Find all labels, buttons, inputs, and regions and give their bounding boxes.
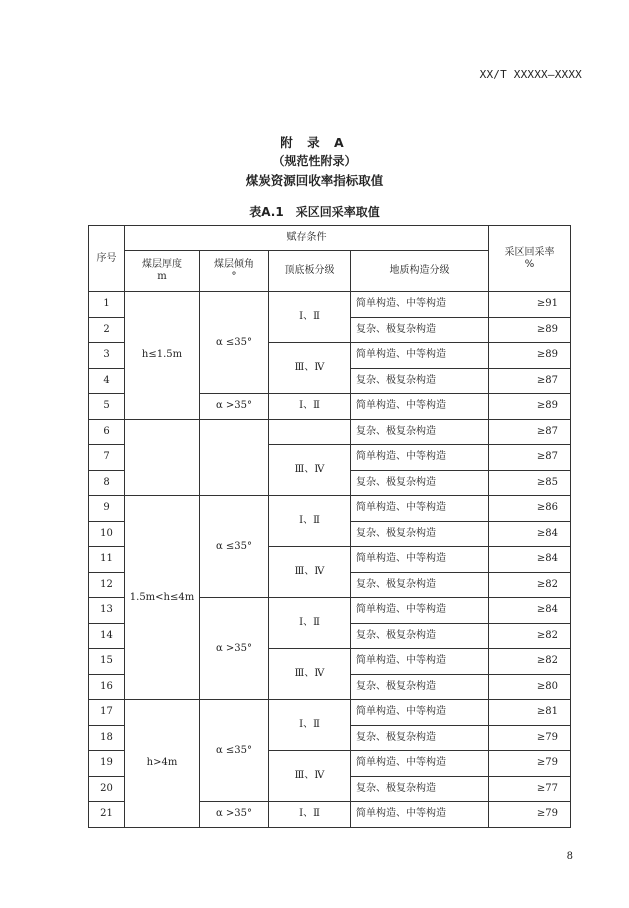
geology-cell: 简单构造、中等构造	[351, 649, 489, 675]
rate-cell: ≥89	[489, 317, 571, 343]
geology-cell: 复杂、极复杂构造	[351, 368, 489, 394]
roof-floor-cell: Ⅰ、Ⅱ	[269, 292, 351, 343]
geology-cell: 复杂、极复杂构造	[351, 317, 489, 343]
header-conditions: 赋存条件	[125, 226, 489, 251]
table-row	[89, 292, 571, 318]
table-title: 表A.1 采区回采率取值	[249, 205, 380, 219]
row-index: 14	[89, 623, 125, 649]
rate-cell: ≥89	[489, 394, 571, 420]
appendix-subtitle: （规范性附录）	[272, 154, 357, 168]
roof-floor-cell-empty	[269, 419, 351, 445]
row-index: 12	[89, 572, 125, 598]
rate-cell: ≥87	[489, 445, 571, 471]
row-index: 2	[89, 317, 125, 343]
rate-cell: ≥87	[489, 368, 571, 394]
rate-cell: ≥79	[489, 725, 571, 751]
rate-cell: ≥80	[489, 674, 571, 700]
geology-cell: 简单构造、中等构造	[351, 292, 489, 318]
dip-cell: α ≤35°	[200, 700, 269, 802]
roof-floor-cell: Ⅲ、Ⅳ	[269, 343, 351, 394]
geology-cell: 复杂、极复杂构造	[351, 623, 489, 649]
table-row	[89, 419, 571, 445]
document-code: XX/T XXXXX—XXXX	[479, 68, 582, 81]
dip-cell: α >35°	[200, 394, 269, 420]
dip-cell: α ≤35°	[200, 292, 269, 394]
roof-floor-cell: Ⅲ、Ⅳ	[269, 445, 351, 496]
rate-cell: ≥77	[489, 776, 571, 802]
roof-floor-cell: Ⅰ、Ⅱ	[269, 700, 351, 751]
row-index: 21	[89, 802, 125, 828]
geology-cell: 简单构造、中等构造	[351, 598, 489, 624]
row-index: 18	[89, 725, 125, 751]
geology-cell: 简单构造、中等构造	[351, 496, 489, 522]
header-thickness	[125, 251, 200, 292]
geology-cell: 复杂、极复杂构造	[351, 419, 489, 445]
rate-cell: ≥84	[489, 598, 571, 624]
roof-floor-cell: Ⅰ、Ⅱ	[269, 394, 351, 420]
header-row-1	[89, 226, 571, 251]
thickness-cell: h≤1.5m	[125, 292, 200, 420]
rate-cell: ≥79	[489, 751, 571, 777]
header-rate	[489, 226, 571, 292]
geology-cell: 复杂、极复杂构造	[351, 674, 489, 700]
thickness-cell-empty	[125, 419, 200, 496]
row-index: 16	[89, 674, 125, 700]
geology-cell: 复杂、极复杂构造	[351, 470, 489, 496]
row-index: 4	[89, 368, 125, 394]
geology-cell: 简单构造、中等构造	[351, 394, 489, 420]
row-index: 8	[89, 470, 125, 496]
header-thickness-unit: m	[157, 271, 167, 282]
geology-cell: 简单构造、中等构造	[351, 700, 489, 726]
geology-cell: 简单构造、中等构造	[351, 445, 489, 471]
header-dip-label: 煤层倾角	[214, 259, 254, 270]
header-thickness-label: 煤层厚度	[142, 259, 182, 270]
rate-cell: ≥89	[489, 343, 571, 369]
geology-cell: 复杂、极复杂构造	[351, 725, 489, 751]
row-index: 5	[89, 394, 125, 420]
roof-floor-cell: Ⅰ、Ⅱ	[269, 598, 351, 649]
row-index: 10	[89, 521, 125, 547]
rate-cell: ≥91	[489, 292, 571, 318]
rate-cell: ≥86	[489, 496, 571, 522]
dip-cell: α ≤35°	[200, 496, 269, 598]
dip-cell: α >35°	[200, 802, 269, 828]
geology-cell: 复杂、极复杂构造	[351, 572, 489, 598]
row-index: 7	[89, 445, 125, 471]
row-index: 13	[89, 598, 125, 624]
rate-cell: ≥85	[489, 470, 571, 496]
rate-cell: ≥81	[489, 700, 571, 726]
roof-floor-cell: Ⅰ、Ⅱ	[269, 802, 351, 828]
table-row	[89, 496, 571, 522]
roof-floor-cell: Ⅰ、Ⅱ	[269, 496, 351, 547]
row-index: 19	[89, 751, 125, 777]
rate-cell: ≥82	[489, 649, 571, 675]
dip-cell: α >35°	[200, 598, 269, 700]
thickness-cell: 1.5m<h≤4m	[125, 496, 200, 700]
row-index: 1	[89, 292, 125, 318]
appendix-name: 煤炭资源回收率指标取值	[245, 173, 384, 188]
header-dip	[200, 251, 269, 292]
header-rate-unit: %	[524, 258, 535, 270]
row-index: 6	[89, 419, 125, 445]
table-row	[89, 700, 571, 726]
rate-cell: ≥82	[489, 623, 571, 649]
row-index: 17	[89, 700, 125, 726]
rate-cell: ≥79	[489, 802, 571, 828]
header-roof-floor: 顶底板分级	[269, 251, 351, 292]
geology-cell: 简单构造、中等构造	[351, 343, 489, 369]
page-number: 8	[566, 851, 573, 862]
row-index: 3	[89, 343, 125, 369]
row-index: 20	[89, 776, 125, 802]
appendix-title: 附 录 A	[280, 135, 349, 150]
geology-cell: 复杂、极复杂构造	[351, 776, 489, 802]
header-rate-label: 采区回采率	[504, 246, 555, 258]
roof-floor-cell: Ⅲ、Ⅳ	[269, 751, 351, 802]
roof-floor-cell: Ⅲ、Ⅳ	[269, 547, 351, 598]
geology-cell: 简单构造、中等构造	[351, 547, 489, 573]
geology-cell: 简单构造、中等构造	[351, 802, 489, 828]
recovery-rate-table	[88, 225, 571, 828]
geology-cell: 复杂、极复杂构造	[351, 521, 489, 547]
geology-cell: 简单构造、中等构造	[351, 751, 489, 777]
rate-cell: ≥82	[489, 572, 571, 598]
rate-cell: ≥84	[489, 521, 571, 547]
row-index: 9	[89, 496, 125, 522]
dip-cell-empty	[200, 419, 269, 496]
row-index: 15	[89, 649, 125, 675]
header-geology: 地质构造分级	[351, 251, 489, 292]
header-dip-unit: °	[231, 271, 237, 282]
rate-cell: ≥87	[489, 419, 571, 445]
header-index: 序号	[89, 226, 125, 292]
rate-cell: ≥84	[489, 547, 571, 573]
row-index: 11	[89, 547, 125, 573]
roof-floor-cell: Ⅲ、Ⅳ	[269, 649, 351, 700]
thickness-cell: h>4m	[125, 700, 200, 828]
